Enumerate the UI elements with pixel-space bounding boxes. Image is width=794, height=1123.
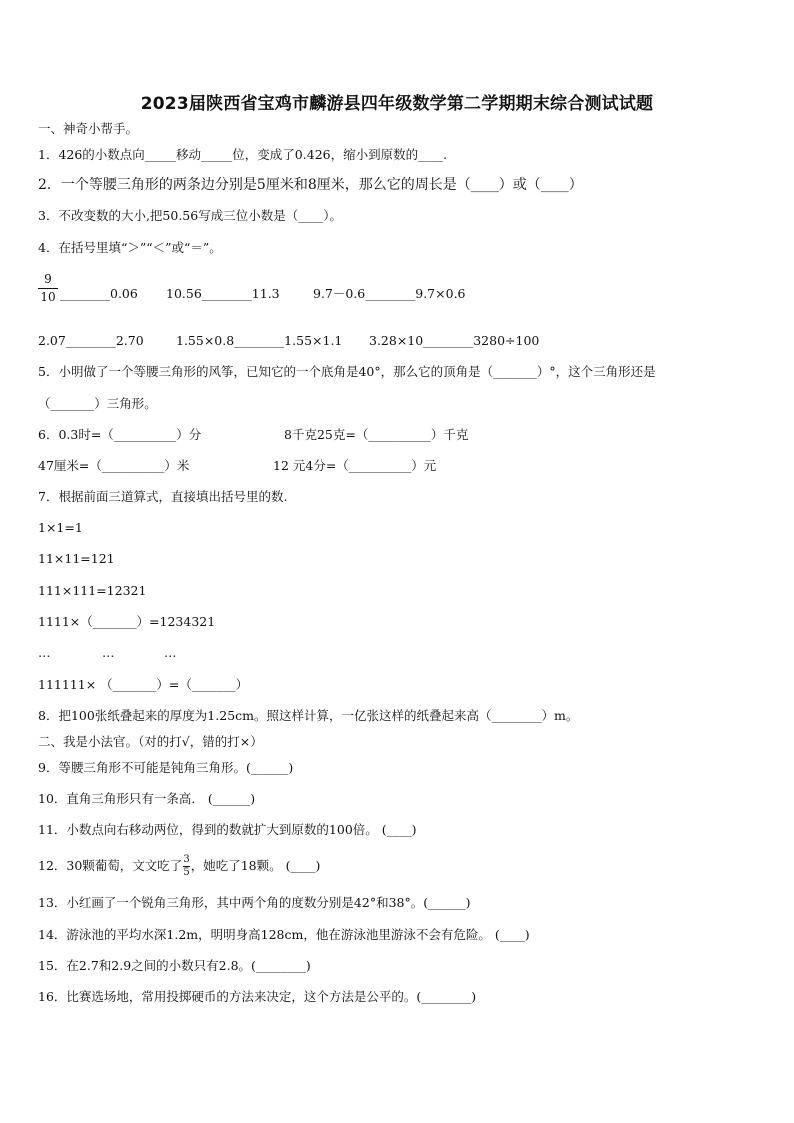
- question-7: 7．根据前面三道算式，直接填出括号里的数.: [38, 489, 288, 504]
- q7-equation-4: 1111×（_______）=1234321: [38, 614, 216, 629]
- question-8: 8．把100张纸叠起来的厚度为1.25cm。照这样计算，一亿张这样的纸叠起来高（________）m。: [38, 708, 579, 723]
- question-6-c: 47厘米=（__________）米: [38, 458, 190, 473]
- q7-equation-1: 1×1=1: [38, 520, 83, 535]
- q4-row1-c: 9.7－0.6________9.7×0.6: [313, 286, 466, 301]
- question-9: 9．等腰三角形不可能是钝角三角形。(______): [38, 760, 294, 775]
- question-16: 16．比赛选场地，常用投掷硬币的方法来决定，这个方法是公平的。(________): [38, 989, 477, 1004]
- q7-equation-2: 11×11=121: [38, 551, 115, 566]
- question-4: 4．在括号里填“＞”“＜”或“＝”。: [38, 240, 222, 255]
- q7-equation-3: 111×111=12321: [38, 583, 147, 598]
- q4-row2-c: 3.28×10________3280÷100: [369, 333, 540, 348]
- q12-text-after: ，她吃了18颗。 (____): [190, 858, 321, 873]
- q7-ellipsis-2: …: [102, 645, 115, 660]
- question-6-d: 12 元4分=（__________）元: [273, 458, 437, 473]
- question-2: 2．一个等腰三角形的两条边分别是5厘米和8厘米，那么它的周长是（____）或（____）: [38, 177, 583, 193]
- q4-fraction-numerator: 9: [44, 272, 52, 286]
- q12-fraction: [183, 855, 189, 878]
- q7-ellipsis-1: …: [38, 645, 51, 660]
- q7-equation-5: 111111× （_______）=（_______）: [38, 677, 249, 692]
- page-title: 2023届陕西省宝鸡市麟游县四年级数学第二学期期末综合测试试题: [140, 94, 654, 114]
- question-6-a: 6．0.3时=（__________）分: [38, 427, 202, 442]
- question-12: [38, 853, 320, 879]
- q4-row2-a: 2.07________2.70: [38, 333, 144, 348]
- question-11: 11．小数点向右移动两位，得到的数就扩大到原数的100倍。 (____): [38, 822, 417, 837]
- section-heading-1: 一、神奇小帮手。: [38, 121, 139, 136]
- question-15: 15．在2.7和2.9之间的小数只有2.8。(________): [38, 958, 311, 973]
- question-5-line-2: （_______）三角形。: [38, 396, 157, 411]
- question-3: 3．不改变数的大小,把50.56写成三位小数是（____）。: [38, 208, 342, 223]
- q4-fraction: [38, 272, 58, 304]
- q4-row1-a: ________0.06: [60, 286, 138, 301]
- q4-fraction-denominator: 10: [40, 290, 56, 304]
- question-13: 13．小红画了一个锐角三角形，其中两个角的度数分别是42°和38°。(______): [38, 895, 471, 910]
- q12-text-before: 12．30颗葡萄，文文吃了: [38, 858, 183, 873]
- question-14: 14．游泳池的平均水深1.2m，明明身高128cm，他在游泳池里游泳不会有危险。 (____): [38, 927, 530, 942]
- q12-fraction-denominator: 5: [183, 867, 190, 878]
- q4-row2-b: 1.55×0.8________1.55×1.1: [176, 333, 343, 348]
- question-6-b: 8千克25克=（__________）千克: [284, 427, 469, 442]
- section-heading-2: 二、我是小法官。（对的打√，错的打×）: [38, 734, 263, 749]
- q12-fraction-numerator: 3: [183, 854, 190, 865]
- question-5-line-1: 5．小明做了一个等腰三角形的风筝，已知它的一个底角是40°，那么它的顶角是（_______）°，这个三角形还是: [38, 364, 656, 379]
- q7-ellipsis-3: …: [164, 645, 177, 660]
- question-10: 10．直角三角形只有一条高． (______): [38, 791, 256, 806]
- q4-row1-b: 10.56________11.3: [166, 286, 280, 301]
- question-1: 1．426的小数点向_____移动_____位，变成了0.426，缩小到原数的____.: [38, 147, 448, 162]
